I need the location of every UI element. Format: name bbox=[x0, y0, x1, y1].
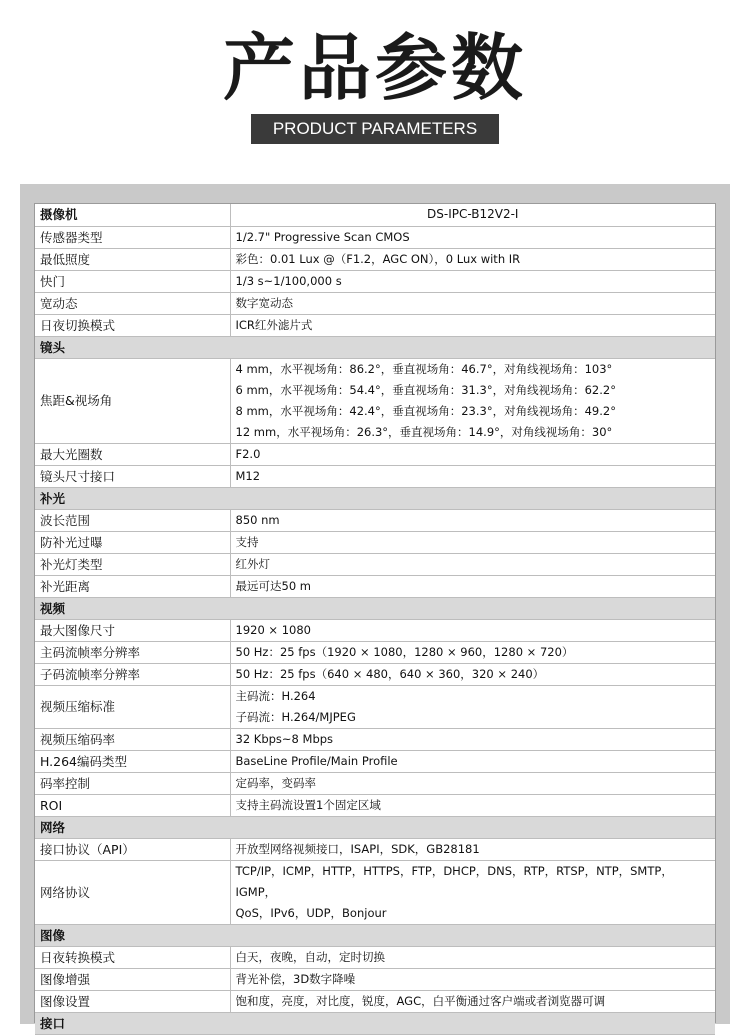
spec-value bbox=[230, 443, 715, 465]
table-row bbox=[35, 663, 715, 685]
spec-value-line: 最远可达50 m bbox=[235, 578, 311, 593]
spec-value bbox=[230, 860, 715, 924]
section-header-label: 镜头 bbox=[35, 336, 715, 358]
spec-value bbox=[230, 292, 715, 314]
table-row bbox=[35, 575, 715, 597]
spec-key: 日夜切换模式 bbox=[35, 314, 230, 336]
table-row bbox=[35, 838, 715, 860]
table-row bbox=[35, 531, 715, 553]
page-subtitle: PRODUCT PARAMETERS bbox=[251, 114, 499, 144]
spec-key: ROI bbox=[35, 794, 230, 816]
spec-key: 图像设置 bbox=[35, 990, 230, 1012]
spec-value bbox=[230, 663, 715, 685]
spec-key: 快门 bbox=[35, 270, 230, 292]
spec-value-line: 6 mm，水平视场角：54.4°，垂直视场角：31.3°，对角线视场角：62.2° bbox=[235, 382, 616, 397]
table-row bbox=[35, 641, 715, 663]
spec-value-line: 饱和度，亮度，对比度，锐度，AGC，白平衡通过客户端或者浏览器可调 bbox=[235, 993, 606, 1008]
table-row bbox=[35, 946, 715, 968]
table-row bbox=[35, 465, 715, 487]
spec-value bbox=[230, 685, 715, 728]
table-row bbox=[35, 248, 715, 270]
table-row bbox=[35, 750, 715, 772]
spec-value-line: 支持 bbox=[235, 534, 259, 549]
section-header-row bbox=[35, 924, 715, 946]
section-header-row bbox=[35, 816, 715, 838]
table-row bbox=[35, 358, 715, 443]
spec-value bbox=[230, 553, 715, 575]
spec-key: 镜头尺寸接口 bbox=[35, 465, 230, 487]
section-header-label: 图像 bbox=[35, 924, 715, 946]
spec-value-line: 1/2.7" Progressive Scan CMOS bbox=[235, 229, 410, 244]
table-row bbox=[35, 860, 715, 924]
spec-value-line: BaseLine Profile/Main Profile bbox=[235, 753, 398, 768]
spec-value-line: F2.0 bbox=[235, 446, 261, 461]
spec-value-line: 开放型网络视频接口，ISAPI，SDK，GB28181 bbox=[235, 841, 480, 856]
spec-value bbox=[230, 575, 715, 597]
spec-value bbox=[230, 619, 715, 641]
spec-value-line: 白天，夜晚，自动，定时切换 bbox=[235, 949, 385, 964]
page-title: 产品参数 bbox=[222, 26, 527, 110]
section-header-row bbox=[35, 597, 715, 619]
table-head-row bbox=[35, 204, 715, 226]
table-row bbox=[35, 443, 715, 465]
spec-value bbox=[230, 270, 715, 292]
spec-value-line: TCP/IP，ICMP，HTTP，HTTPS，FTP，DHCP，DNS，RTP，RTSP，NTP，SMTP，IGMP， bbox=[235, 863, 673, 899]
spec-value-line: 12 mm，水平视场角：26.3°，垂直视场角：14.9°，对角线视场角：30° bbox=[235, 424, 613, 439]
spec-key: 视频压缩码率 bbox=[35, 728, 230, 750]
spec-value bbox=[230, 750, 715, 772]
spec-value bbox=[230, 794, 715, 816]
spec-key: 日夜转换模式 bbox=[35, 946, 230, 968]
spec-value bbox=[230, 531, 715, 553]
table-row bbox=[35, 314, 715, 336]
spec-key: 波长范围 bbox=[35, 509, 230, 531]
spec-value-line: 32 Kbps~8 Mbps bbox=[235, 731, 334, 746]
spec-value bbox=[230, 946, 715, 968]
spec-key: 补光灯类型 bbox=[35, 553, 230, 575]
spec-value-line: 主码流：H.264 bbox=[235, 688, 316, 703]
table-row bbox=[35, 728, 715, 750]
spec-key: 图像增强 bbox=[35, 968, 230, 990]
spec-value bbox=[230, 968, 715, 990]
spec-value bbox=[230, 248, 715, 270]
spec-value bbox=[230, 314, 715, 336]
spec-key: 视频压缩标准 bbox=[35, 685, 230, 728]
table-row bbox=[35, 619, 715, 641]
table-head-key: 摄像机 bbox=[35, 204, 230, 226]
spec-value-line: 4 mm，水平视场角：86.2°，垂直视场角：46.7°，对角线视场角：103° bbox=[235, 361, 613, 376]
spec-value-line: 50 Hz：25 fps（1920 × 1080，1280 × 960，1280 × 720） bbox=[235, 644, 574, 659]
table-row bbox=[35, 509, 715, 531]
table-row bbox=[35, 292, 715, 314]
spec-value bbox=[230, 728, 715, 750]
spec-table bbox=[35, 204, 715, 1035]
spec-value-line: 1920 × 1080 bbox=[235, 622, 311, 637]
table-row bbox=[35, 794, 715, 816]
spec-value-line: 子码流：H.264/MJPEG bbox=[235, 709, 356, 724]
spec-value-line: 数字宽动态 bbox=[235, 295, 293, 310]
section-header-row bbox=[35, 336, 715, 358]
table-row bbox=[35, 553, 715, 575]
spec-value-line: 彩色：0.01 Lux @（F1.2，AGC ON），0 Lux with IR bbox=[235, 251, 521, 266]
spec-value-line: ICR红外滤片式 bbox=[235, 317, 313, 332]
table-row bbox=[35, 685, 715, 728]
spec-key: 接口协议（API） bbox=[35, 838, 230, 860]
spec-key: 最低照度 bbox=[35, 248, 230, 270]
spec-value-line: 850 nm bbox=[235, 512, 280, 527]
spec-value bbox=[230, 465, 715, 487]
spec-key: 宽动态 bbox=[35, 292, 230, 314]
section-header-label: 补光 bbox=[35, 487, 715, 509]
spec-value bbox=[230, 990, 715, 1012]
spec-value-line: 支持主码流设置1个固定区域 bbox=[235, 797, 381, 812]
spec-value-line: 50 Hz：25 fps（640 × 480，640 × 360，320 × 240） bbox=[235, 666, 545, 681]
section-header-label: 视频 bbox=[35, 597, 715, 619]
spec-value-line: 定码率，变码率 bbox=[235, 775, 316, 790]
spec-key: 主码流帧率分辨率 bbox=[35, 641, 230, 663]
spec-key: 最大光圈数 bbox=[35, 443, 230, 465]
section-header-row bbox=[35, 1012, 715, 1034]
spec-key: 补光距离 bbox=[35, 575, 230, 597]
spec-key: 网络协议 bbox=[35, 860, 230, 924]
spec-value-line: M12 bbox=[235, 468, 261, 483]
spec-key: 子码流帧率分辨率 bbox=[35, 663, 230, 685]
table-row bbox=[35, 270, 715, 292]
spec-value-line: 1/3 s~1/100,000 s bbox=[235, 273, 342, 288]
table-row bbox=[35, 968, 715, 990]
spec-value-line: 背光补偿，3D数字降噪 bbox=[235, 971, 356, 986]
section-header-row bbox=[35, 487, 715, 509]
section-header-label: 接口 bbox=[35, 1012, 715, 1034]
section-header-label: 网络 bbox=[35, 816, 715, 838]
table-head-model: DS-IPC-B12V2-I bbox=[230, 204, 715, 226]
spec-value-line: 8 mm，水平视场角：42.4°，垂直视场角：23.3°，对角线视场角：49.2° bbox=[235, 403, 616, 418]
spec-value bbox=[230, 358, 715, 443]
spec-value bbox=[230, 772, 715, 794]
table-row bbox=[35, 772, 715, 794]
spec-value-line: 红外灯 bbox=[235, 556, 270, 571]
spec-key: 传感器类型 bbox=[35, 226, 230, 248]
table-row bbox=[35, 226, 715, 248]
spec-key: 码率控制 bbox=[35, 772, 230, 794]
spec-value bbox=[230, 509, 715, 531]
spec-key: 焦距&视场角 bbox=[35, 358, 230, 443]
spec-key: 最大图像尺寸 bbox=[35, 619, 230, 641]
spec-value bbox=[230, 838, 715, 860]
spec-key: 防补光过曝 bbox=[35, 531, 230, 553]
spec-key: H.264编码类型 bbox=[35, 750, 230, 772]
spec-value-line: QoS，IPv6，UDP，Bonjour bbox=[235, 905, 387, 920]
spec-value bbox=[230, 226, 715, 248]
spec-value bbox=[230, 641, 715, 663]
table-row bbox=[35, 990, 715, 1012]
